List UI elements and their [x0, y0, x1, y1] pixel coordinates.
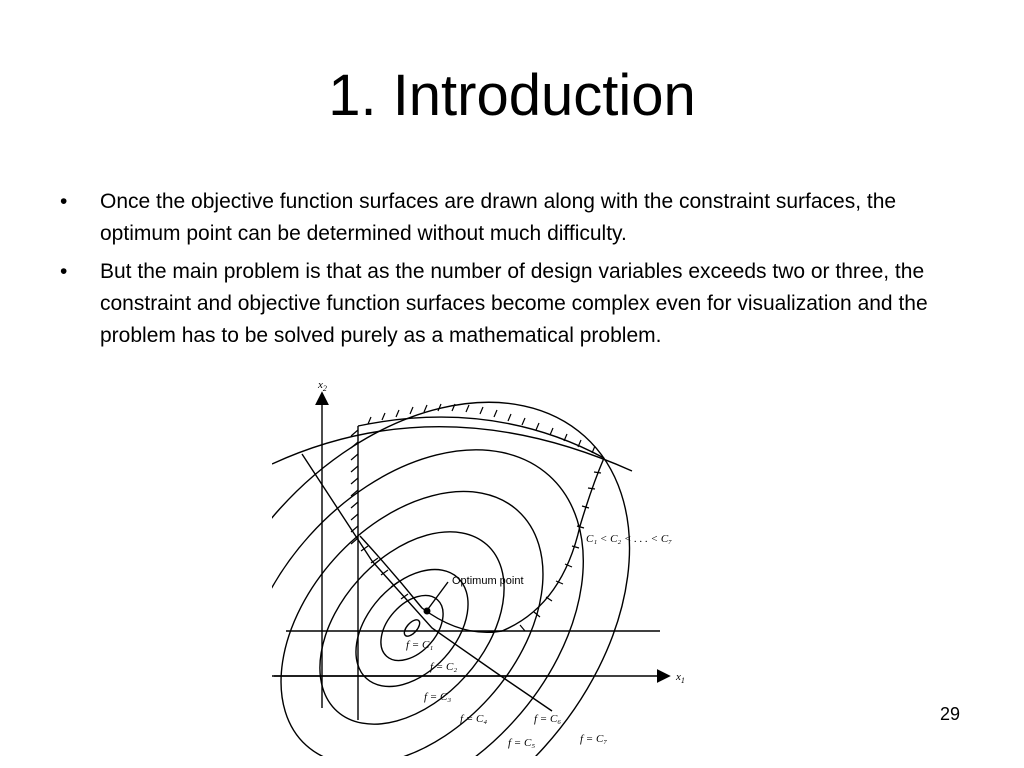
- contour-label-c4: f = C₄: [460, 713, 488, 725]
- bullet-item: [56, 186, 936, 250]
- x2-axis-label: $x_2$: [318, 379, 327, 393]
- contour-ordering-note: C₁ < C₂ < . . . < C₇: [586, 533, 673, 545]
- contour-c2: [369, 584, 456, 673]
- contour-label-c1: f = C₁: [406, 639, 434, 651]
- bullet-text: But the main problem is that as the number of design variables exceeds two or three, the constraint and objective function surfaces become complex even for visualization and the problem has to be solved purely as a mathematical problem.: [100, 260, 928, 347]
- optimum-point-marker: [424, 608, 431, 615]
- contour-label-c5: f = C₅: [508, 737, 536, 749]
- constraint-curve: [360, 458, 604, 632]
- x1-axis-label: $x_1$: [676, 671, 685, 685]
- bullet-marker: •: [60, 190, 68, 213]
- contour-label-c6: f = C₆: [534, 713, 562, 725]
- contour-label-c7: f = C₇: [580, 733, 608, 745]
- bullet-text: Once the objective function surfaces are drawn along with the constraint surfaces, the optimum point can be determined without much difficulty.: [100, 190, 897, 245]
- constraint-hatch-vertical: [351, 430, 358, 544]
- bullet-list: [56, 186, 936, 358]
- constraint-arc-top: [272, 427, 632, 471]
- contour-c1: [402, 617, 423, 639]
- bullet-item: [56, 256, 936, 352]
- contour-diagram: [272, 376, 696, 756]
- contour-c3: [334, 548, 490, 708]
- contour-c6: [272, 383, 652, 756]
- constraint-hatch-curve: [361, 472, 601, 631]
- bullet-marker: •: [60, 260, 68, 283]
- contour-label-c2: f = C₂: [430, 661, 458, 673]
- page-number: 29: [939, 704, 961, 724]
- contour-label-c3: f = C₃: [424, 691, 452, 703]
- slide-title: 1. Introduction: [328, 63, 696, 128]
- optimum-point-label: Optimum point: [452, 575, 524, 587]
- contour-c7: [272, 376, 696, 756]
